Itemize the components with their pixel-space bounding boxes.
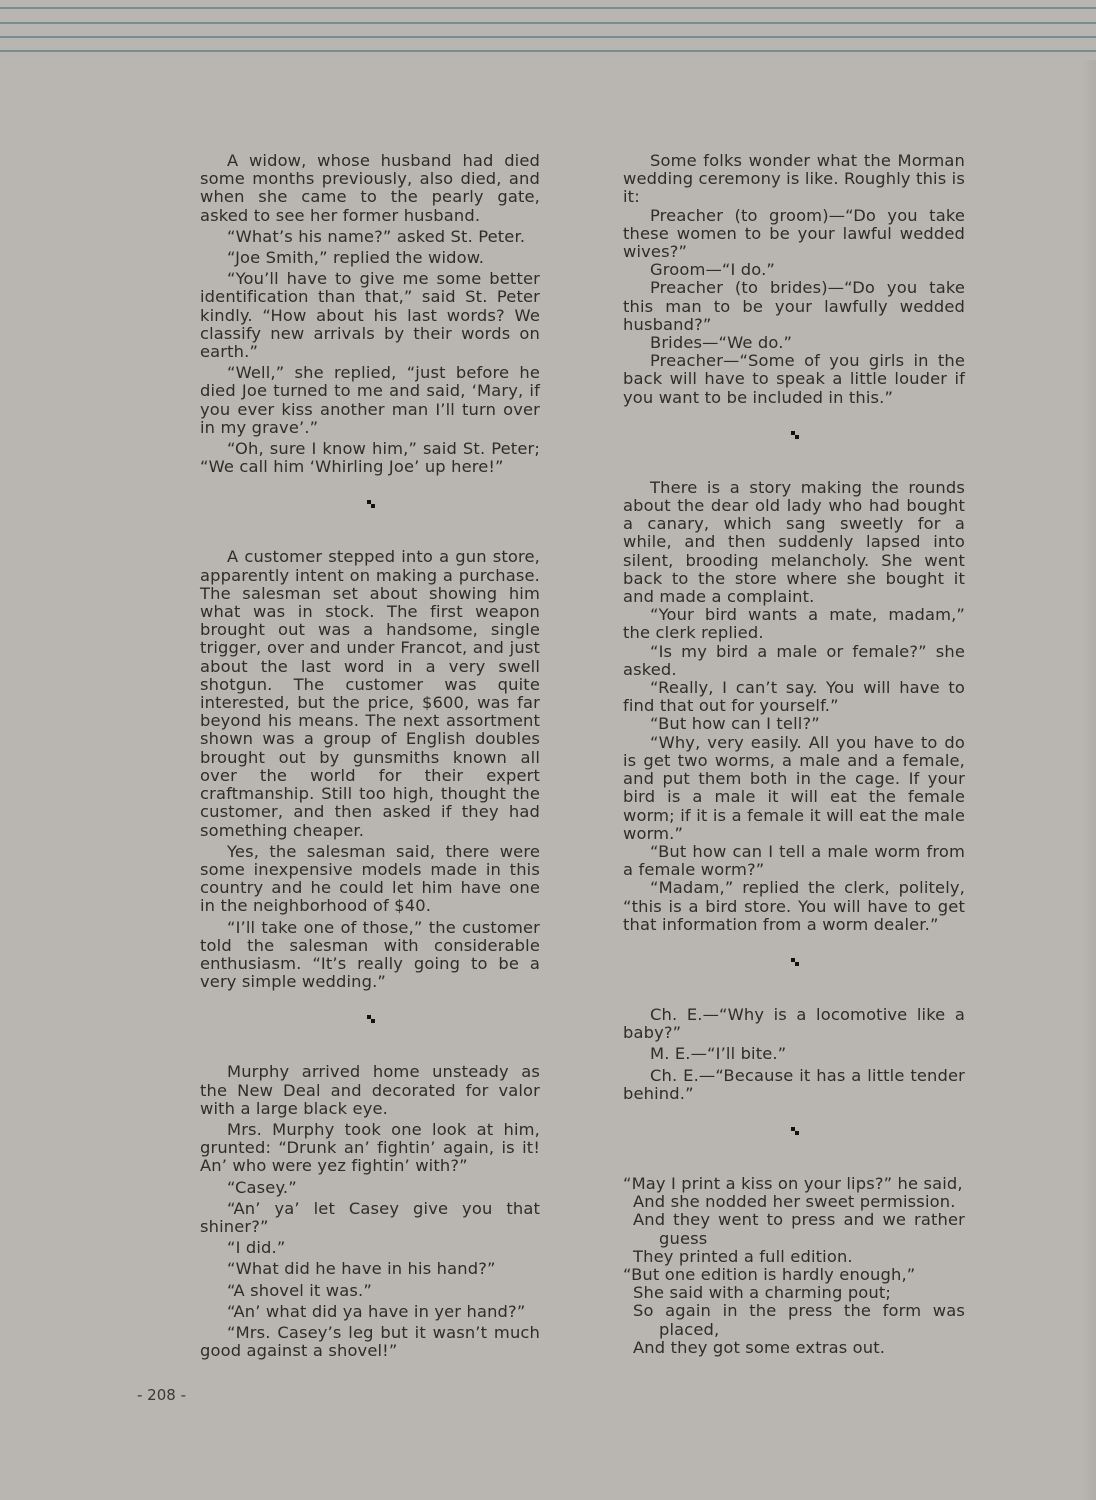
joke-locomotive (623, 1006, 965, 1103)
joke-murphy (200, 1063, 540, 1360)
paragraph: “Well,” she replied, “just before he died Joe turned to me and said, ‘Mary, if you ever kiss another man I’ll turn over in my grave’.” (200, 363, 540, 437)
poem-print-a-kiss (623, 1175, 965, 1357)
joke-morman-wedding (623, 152, 965, 407)
paragraph: “An’ what did ya have in yer hand?” (227, 1301, 526, 1321)
poem-line: And they went to press and we rather (633, 1210, 965, 1230)
paragraph: “I’ll take one of those,” the customer told the salesman with considerable enthusiasm. “It’s really going to be a very simple wedding.” (200, 917, 540, 992)
poem-line: guess (659, 1228, 708, 1248)
joke-gun-store (200, 548, 540, 991)
paragraph: Ch. E.—“Because it has a little tender behind.” (623, 1065, 965, 1103)
paragraph: “A shovel it was.” (227, 1280, 372, 1300)
paragraph: Preacher (to brides)—“Do you take this man to be your lawfully wedded husband?” (623, 278, 965, 334)
header-rule (0, 7, 1096, 9)
paragraph: “Really, I can’t say. You will have to find that out for yourself.” (623, 678, 965, 716)
poem-line: “May I print a kiss on your lips?” he said, (623, 1173, 963, 1193)
paragraph: Groom—“I do.” (650, 260, 775, 280)
paragraph: Ch. E.—“Why is a locomotive like a baby?” (623, 1004, 965, 1043)
paragraph: “I did.” (227, 1238, 286, 1258)
paragraph: “Mrs. Casey’s leg but it wasn’t much good against a shovel!” (200, 1322, 540, 1361)
paragraph: There is a story making the rounds about the dear old lady who had bought a canary, which sang sweetly for a while, and then suddenly lapsed into silent, brooding melancholy. She went back to the store where she bought it and made a complaint. (623, 477, 965, 607)
paragraph: Brides—“We do.” (650, 333, 793, 353)
ornament-dots-icon (791, 958, 801, 968)
poem-line: And she nodded her sweet permission. (633, 1192, 956, 1212)
paragraph: “An’ ya’ let Casey give you that shiner?” (200, 1198, 540, 1236)
paragraph: A widow, whose husband had died some months previously, also died, and when she came to the pearly gate, asked to see her former husband. (200, 151, 540, 225)
paragraph: “Your bird wants a mate, madam,” the clerk replied. (623, 605, 965, 643)
poem-line: They printed a full edition. (633, 1246, 853, 1266)
poem-line: placed, (659, 1319, 720, 1339)
poem-line: She said with a charming pout; (633, 1283, 892, 1303)
page-number: - 208 - (137, 1386, 186, 1404)
paragraph: “Madam,” replied the clerk, politely, “this is a bird store. You will have to get that information from a worm dealer.” (623, 878, 965, 934)
paragraph: Mrs. Murphy took one look at him, grunted: “Drunk an’ fightin’ again, is it! An’ who were yez fightin’ with?” (200, 1119, 540, 1176)
paragraph: Murphy arrived home unsteady as the New Deal and decorated for valor with a large black eye. (200, 1062, 540, 1118)
paragraph: Some folks wonder what the Morman wedding ceremony is like. Roughly this is it: (623, 151, 965, 207)
poem-line: So again in the press the form was (633, 1301, 965, 1321)
paragraph: “You’ll have to give me some better identification than that,” said St. Peter kindly. “How about his last words? We classify new arrivals by their words on earth.” (200, 269, 540, 362)
header-rule (0, 50, 1096, 52)
header-rule (0, 36, 1096, 38)
ornament-dots-icon (791, 431, 801, 441)
page-edge-shadow (1082, 60, 1096, 1500)
paragraph: Yes, the salesman said, there were some inexpensive models made in this country and he could let him have one in the neighborhood of $40. (200, 841, 540, 916)
ornament-dots-icon (367, 500, 377, 510)
paragraph: “But how can I tell?” (650, 714, 820, 734)
paragraph: “Is my bird a male or female?” she asked. (623, 641, 965, 679)
ornament-dots-icon (367, 1015, 377, 1025)
joke-canary (623, 479, 965, 934)
poem-line: And they got some extras out. (633, 1337, 886, 1357)
paragraph: Preacher (to groom)—“Do you take these women to be your lawful wedded wives?” (623, 205, 965, 262)
right-column (623, 152, 965, 1357)
section-separator (200, 991, 540, 1063)
paragraph: “Oh, sure I know him,” said St. Peter; “We call him ‘Whirling Joe’ up here!” (200, 439, 540, 477)
ornament-dots-icon (791, 1127, 801, 1137)
poem-line: “But one edition is hardly enough,” (623, 1264, 916, 1284)
paragraph: “What did he have in his hand?” (227, 1259, 496, 1279)
section-separator (200, 476, 540, 548)
paragraph: “Why, very easily. All you have to do is get two worms, a male and a female, and put them both in the cage. If your bird is a male it will eat the female worm; if it is a female it will eat the male worm.” (623, 732, 965, 843)
paragraph: A customer stepped into a gun store, apparently intent on making a purchase. The salesman set about showing him what was in stock. The first weapon brought out was a handsome, single trigger, over and under Francot, and just about the last word in a very swell shotgun. The customer was quite interested, but the price, $600, was far beyond his means. The next assortment shown was a group of English doubles brought out by gunsmiths known all over the world for their expert craftmanship. Still too high, thought the customer, and then asked if they had something cheaper. (200, 547, 540, 840)
header-rule (0, 22, 1096, 24)
paragraph: “But how can I tell a male worm from a female worm?” (623, 841, 965, 880)
left-column (200, 152, 540, 1360)
paragraph: “Joe Smith,” replied the widow. (227, 248, 485, 268)
paragraph: M. E.—“I’ll bite.” (650, 1044, 787, 1064)
paragraph: “What’s his name?” asked St. Peter. (227, 226, 526, 246)
paragraph: “Casey.” (227, 1177, 297, 1197)
section-separator (623, 934, 965, 1006)
section-separator (623, 407, 965, 479)
joke-widow (200, 152, 540, 476)
paragraph: Preacher—“Some of you girls in the back will have to speak a little louder if you want to be included in this.” (623, 351, 965, 407)
section-separator (623, 1103, 965, 1175)
